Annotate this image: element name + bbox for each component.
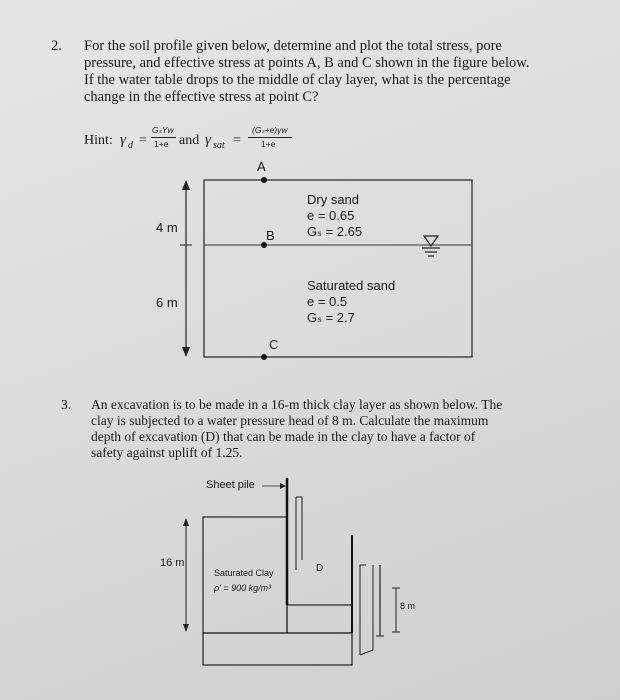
gamma-d-numerator: GₛYw: [152, 125, 174, 135]
label-16m: 16 m: [160, 557, 185, 569]
label-8m: 8 m: [400, 601, 416, 611]
q3-text: [91, 397, 561, 461]
label-clay-density: ρ' = 900 kg/m³: [214, 583, 272, 593]
water-table-icon: [422, 236, 440, 256]
gamma-sat-numerator: (Gₛ+e)γw: [252, 125, 288, 135]
q2-line-3: If the water table drops to the middle of clay layer, what is the percentage: [84, 72, 511, 88]
gamma-sat-symbol: γ: [205, 132, 211, 148]
dry-sand-void-ratio: e = 0.65: [307, 208, 355, 223]
label-sheet-pile: Sheet pile: [206, 479, 255, 491]
sat-sand-void-ratio: e = 0.5: [307, 294, 348, 309]
label-point-c: C: [269, 337, 279, 352]
q2-line-2: pressure, and effective stress at points A, B and C shown in the figure below.: [84, 55, 530, 71]
label-point-a: A: [257, 159, 266, 174]
dry-sand-gs: Gₛ = 2.65: [307, 224, 363, 239]
equals-1: =: [139, 133, 147, 148]
label-d: D: [316, 563, 324, 574]
hint-and: and: [179, 133, 200, 148]
label-saturated-clay: Saturated Clay: [214, 568, 274, 578]
dim-16m-arrow-bottom: [183, 624, 189, 632]
dim-arrow-bottom: [182, 347, 190, 357]
q2-line-4: change in the effective stress at point C?: [84, 89, 319, 105]
hint-prefix: Hint:: [84, 133, 113, 148]
q3-line-1: An excavation is to be made in a 16-m thick clay layer as shown below. The: [91, 397, 503, 412]
label-4m: 4 m: [156, 220, 178, 235]
sheet-pile-arrow: [280, 483, 286, 489]
q2-number: 2.: [51, 38, 62, 54]
excavation-bottom-block: [287, 605, 352, 633]
standpipe-join: [360, 650, 373, 655]
sat-sand-title: Saturated sand: [307, 278, 396, 293]
label-point-b: B: [266, 228, 275, 243]
dry-sand-properties: [307, 192, 362, 240]
q3-line-4: safety against uplift of 1.25.: [91, 445, 243, 460]
q3-line-3: depth of excavation (D) that can be made in the clay to have a factor of: [91, 429, 476, 444]
gamma-d-symbol: γ: [120, 132, 126, 148]
q2-line-1: For the soil profile given below, determine and plot the total stress, pore: [84, 38, 502, 54]
point-a-marker: [261, 177, 267, 183]
dim-arrow-top: [182, 180, 190, 190]
label-6m: 6 m: [156, 295, 178, 310]
gamma-d-subscript: d: [128, 140, 133, 151]
gamma-sat-denominator: 1+e: [261, 139, 276, 149]
point-c-marker: [261, 354, 267, 360]
saturated-sand-properties: [307, 278, 395, 326]
gamma-sat-subscript: sat: [213, 140, 225, 151]
dry-sand-title: Dry sand: [307, 192, 360, 207]
base-layer: [203, 633, 352, 665]
standpipe-left: [296, 497, 302, 570]
dim-16m-arrow-top: [183, 518, 189, 526]
q3-number: 3.: [61, 397, 72, 412]
gamma-d-denominator: 1+e: [154, 139, 169, 149]
equals-2: =: [233, 133, 241, 148]
q3-line-2: clay is subjected to a water pressure head of 8 m. Calculate the maximum: [91, 413, 489, 428]
standpipe-right: [360, 565, 366, 655]
sat-sand-gs: Gₛ = 2.7: [307, 310, 355, 325]
